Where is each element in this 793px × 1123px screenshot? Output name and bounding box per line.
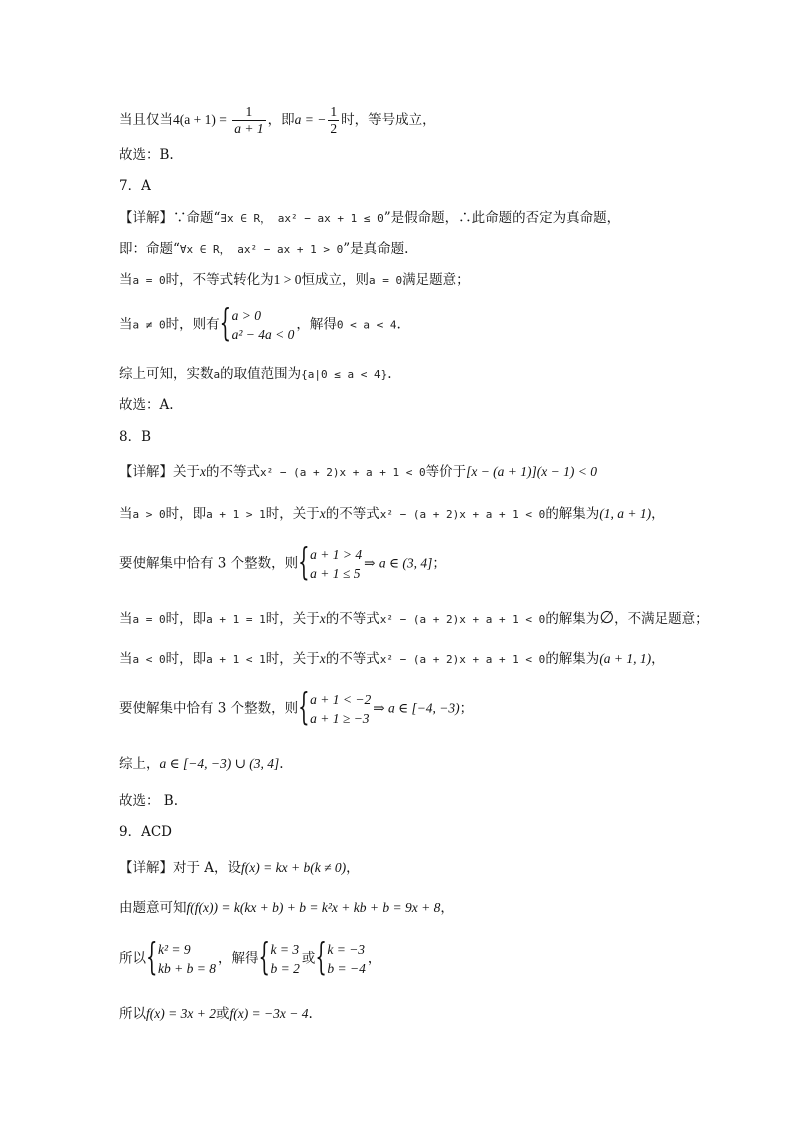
question-number: 9．ACD — [119, 824, 172, 840]
explanation-line: 【详解】∵命题“∃x ∈ R， ax² − ax + 1 ≤ 0”是假命题，∴此命题的否定为真命题， — [119, 210, 621, 226]
explanation-line: 当a < 0时，即a + 1 < 1时，关于x的不等式x² − (a + 2)x + a + 1 < 0的解集为(a + 1, 1)， — [119, 651, 665, 667]
explanation-line: 要使解集中恰有 3 个整数，则 { a + 1 > 4 a + 1 ≤ 5 ⇒ a ∈ (3, 4]； — [119, 545, 753, 583]
explanation-line: 综上，a ∈ [−4, −3) ∪ (3, 4]. — [119, 756, 284, 772]
fraction: $\frac{1}{a + 1}$ — [234, 104, 264, 136]
equation-system: { a + 1 > 4 a + 1 ≤ 5 — [300, 545, 362, 583]
explanation-line: 所以f(x) = 3x + 2或f(x) = −3x − 4. — [119, 1006, 313, 1022]
explanation-line: 当a ≠ 0时，则有 { a > 0 a² − 4a < 0 ，解得0 < a < 4. — [119, 306, 753, 344]
detail-tag: 【详解】 — [119, 210, 173, 226]
explanation-line: 由题意可知f(f(x)) = k(kx + b) + b = k²x + kb + b = 9x + 8， — [119, 900, 454, 916]
explanation-line: 即：命题“∀x ∈ R， ax² − ax + 1 > 0”是真命题. — [119, 241, 409, 257]
explanation-line: 综上可知，实数a的取值范围为{a|0 ≤ a < 4}. — [119, 366, 392, 382]
answer-line: 故选：B. — [119, 147, 174, 163]
explanation-line: 当a > 0时，即a + 1 > 1时，关于x的不等式x² − (a + 2)x + a + 1 < 0的解集为(1, a + 1)， — [119, 506, 665, 522]
detail-tag: 【详解】 — [119, 860, 173, 876]
explanation-line: 【详解】对于 A，设f(x) = kx + b(k ≠ 0)， — [119, 860, 360, 876]
equation-system: { k² = 9 kb + b = 8 — [148, 940, 216, 978]
equation-system: { k = −3 b = −4 — [317, 940, 365, 978]
equation-system: { k = 3 b = 2 — [260, 940, 299, 978]
explanation-line: 要使解集中恰有 3 个整数，则 { a + 1 < −2 a + 1 ≥ −3 ⇒ a ∈ [−4, −3)； — [119, 690, 753, 728]
equation-system: { a > 0 a² − 4a < 0 — [222, 306, 295, 344]
question-number: 8．B — [119, 429, 152, 445]
question-number: 7．A — [119, 178, 151, 194]
detail-tag: 【详解】 — [119, 464, 173, 480]
explanation-line: 【详解】关于x的不等式x² − (a + 2)x + a + 1 < 0等价于[x − (a + 1)](x − 1) < 0 — [119, 464, 597, 480]
answer-line: 故选： B. — [119, 793, 179, 809]
explanation-line: 当a = 0时，不等式转化为1 > 0恒成立，则a = 0满足题意； — [119, 272, 470, 288]
fraction: $\frac{1}{2}$ — [330, 104, 338, 136]
equation-system: { a + 1 < −2 a + 1 ≥ −3 — [300, 690, 371, 728]
line-equality-condition: 当且仅当4(a + 1) = $\frac{1}{a + 1}$ ，即a = − $\frac{1}{2}$ 时，等号成立， — [119, 104, 436, 136]
explanation-line: 当a = 0时，即a + 1 = 1时，关于x的不等式x² − (a + 2)x + a + 1 < 0的解集为∅，不满足题意； — [119, 608, 709, 628]
answer-line: 故选：A. — [119, 397, 174, 413]
explanation-line: 所以 { k² = 9 kb + b = 8 ，解得 { k = 3 b = 2 或 { k = −3 b = −4 ， — [119, 940, 753, 978]
